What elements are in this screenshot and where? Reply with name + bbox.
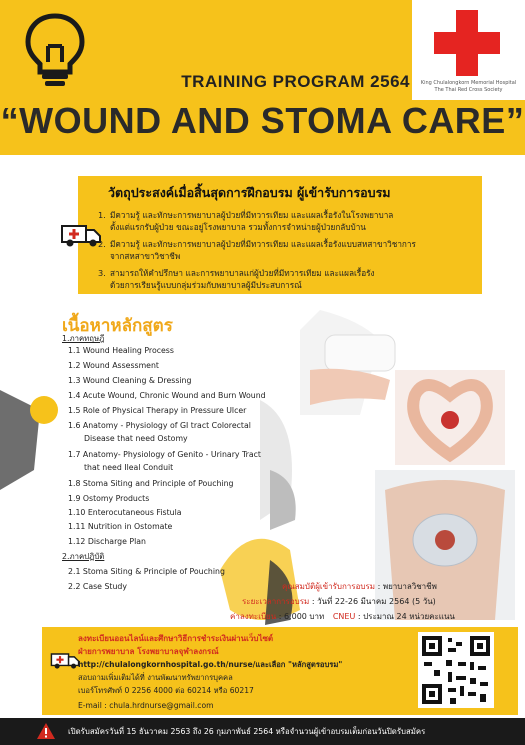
list-item: 1.11 Nutrition in Ostomate bbox=[68, 522, 173, 531]
registration-department: ฝ่ายการพยาบาล โรงพยาบาลจุฬาลงกรณ์ bbox=[78, 647, 219, 656]
header-gap bbox=[0, 155, 525, 175]
period-row bbox=[242, 595, 436, 608]
list-item: 1.6 Anatomy - Physiology of GI tract Colorectal bbox=[68, 421, 251, 430]
ambulance-icon bbox=[60, 218, 102, 248]
theory-label: 1.ภาคทฤษฎี bbox=[62, 334, 105, 343]
decorative-shapes bbox=[0, 380, 60, 500]
list-item: 1.12 Discharge Plan bbox=[68, 537, 146, 546]
bandaged-hand-photo bbox=[300, 310, 410, 415]
objective-line: สามารถให้คำปรึกษา และการพยาบาลแก่ผู้ป่วยที่มีทวารเทียม และแผลเรื้อรัง bbox=[110, 268, 375, 278]
fee-value: : 6,000 บาท bbox=[278, 612, 325, 621]
cneu-value: : ประมาณ 24 หน่วยคะแนน bbox=[357, 612, 455, 621]
warning-icon bbox=[36, 722, 56, 740]
objective-number: 3. bbox=[98, 268, 106, 278]
list-item: that need Ileal Conduit bbox=[84, 463, 174, 472]
list-item: 1.2 Wound Assessment bbox=[68, 361, 159, 370]
qualification-label: คุณสมบัติผู้เข้ารับการอบรม bbox=[282, 582, 376, 591]
objective-item bbox=[98, 209, 470, 233]
period-value: : วันที่ 22-26 มีนาคม 2564 (5 วัน) bbox=[311, 597, 436, 606]
heart-hands-photo bbox=[395, 370, 505, 465]
page-title: “WOUND AND STOMA CARE” bbox=[0, 100, 525, 141]
objective-line: จากสหสาขาวิชาชีพ bbox=[110, 251, 181, 261]
objective-item bbox=[98, 267, 470, 291]
list-item: 1.3 Wound Cleaning & Dressing bbox=[68, 376, 192, 385]
list-item: 1.5 Role of Physical Therapy in Pressure Ulcer bbox=[68, 406, 247, 415]
objective-number: 1. bbox=[98, 210, 106, 220]
light-bulb-icon bbox=[20, 10, 90, 90]
objective-line: มีความรู้ และทักษะการพยาบาลผู้ป่วยที่มีทวารเทียม และแผลเรื้อรังในโรงพยาบาล bbox=[110, 210, 394, 220]
registration-phone: เบอร์โทรศัพท์ 0 2256 4000 ต่อ 60214 หรือ 60217 bbox=[78, 686, 254, 695]
cneu-label: CNEU bbox=[332, 612, 356, 621]
list-item: 1.8 Stoma Siting and Principle of Pouching bbox=[68, 479, 234, 488]
list-item: 2.1 Stoma Siting & Principle of Pouching bbox=[68, 567, 225, 576]
objective-number: 2. bbox=[98, 239, 106, 249]
objectives-title: วัตถุประสงค์เมื่อสิ้นสุดการฝึกอบรม ผู้เข้ารับการอบรม bbox=[108, 185, 391, 200]
registration-contact: สอบถามเพิ่มเติมได้ที่ งานพัฒนาทรัพยากรบุคคล bbox=[78, 673, 233, 682]
objective-item bbox=[98, 238, 470, 262]
list-item: 2.2 Case Study bbox=[68, 582, 127, 591]
registration-url-link[interactable]: http://chulalongkornhospital.go.th/nurse/และเลือก "หลักสูตรอบรม" bbox=[78, 660, 343, 669]
program-label: TRAINING PROGRAM 2564 bbox=[181, 72, 410, 91]
registration-email-link[interactable]: E-mail : chula.hrdnurse@gmail.com bbox=[78, 701, 214, 710]
period-label: ระยะเวลาการอบรม bbox=[242, 597, 310, 606]
red-cross-logo-icon bbox=[432, 8, 502, 78]
footer-text: เปิดรับสมัครวันที่ 15 ธันวาคม 2563 ถึง 26 กุมภาพันธ์ 2564 หรือจำนวนผู้เข้าอบรมเต็มก่อนวันปิดรับสมัคร bbox=[68, 727, 426, 736]
list-item: 1.9 Ostomy Products bbox=[68, 494, 150, 503]
qualification-row bbox=[282, 580, 437, 593]
ambulance-icon bbox=[50, 648, 80, 670]
hospital-society: The Thai Red Cross Society bbox=[434, 87, 503, 93]
list-item: 1.10 Enterocutaneous Fistula bbox=[68, 508, 182, 517]
qualification-value: : พยาบาลวิชาชีพ bbox=[377, 582, 437, 591]
objective-line: มีความรู้ และทักษะการพยาบาลผู้ป่วยที่มีทวารเทียม และแผลเรื้อรังแบบสหสาขาวิชาการ bbox=[110, 239, 416, 249]
list-item: 1.1 Wound Healing Process bbox=[68, 346, 174, 355]
fee-label: ค่าลงทะเบียน bbox=[230, 612, 277, 621]
qr-code-icon[interactable] bbox=[418, 632, 494, 708]
objective-line: ด้วยการเรียนรู้แบบกลุ่มร่วมกับพยาบาลผู้มีประสบการณ์ bbox=[110, 280, 302, 290]
content-title: เนื้อหาหลักสูตร bbox=[62, 316, 173, 336]
list-item: 1.7 Anatomy- Physiology of Genito - Urinary Tract bbox=[68, 450, 261, 459]
fee-row bbox=[230, 610, 455, 623]
practice-label: 2.ภาคปฏิบัติ bbox=[62, 552, 105, 561]
list-item: Disease that need Ostomy bbox=[84, 434, 188, 443]
objective-line: ตั้งแต่แรกรับผู้ป่วย ขณะอยู่โรงพยาบาล รวมทั้งการจำหน่ายผู้ป่วยกลับบ้าน bbox=[110, 222, 366, 232]
list-item: 1.4 Acute Wound, Chronic Wound and Burn Wound bbox=[68, 391, 266, 400]
registration-heading: ลงทะเบียนออนไลน์และศึกษาวิธีการชำระเงินผ่านเว็บไซต์ bbox=[78, 634, 274, 643]
hospital-name: King Chulalongkorn Memorial Hospital bbox=[420, 80, 517, 86]
